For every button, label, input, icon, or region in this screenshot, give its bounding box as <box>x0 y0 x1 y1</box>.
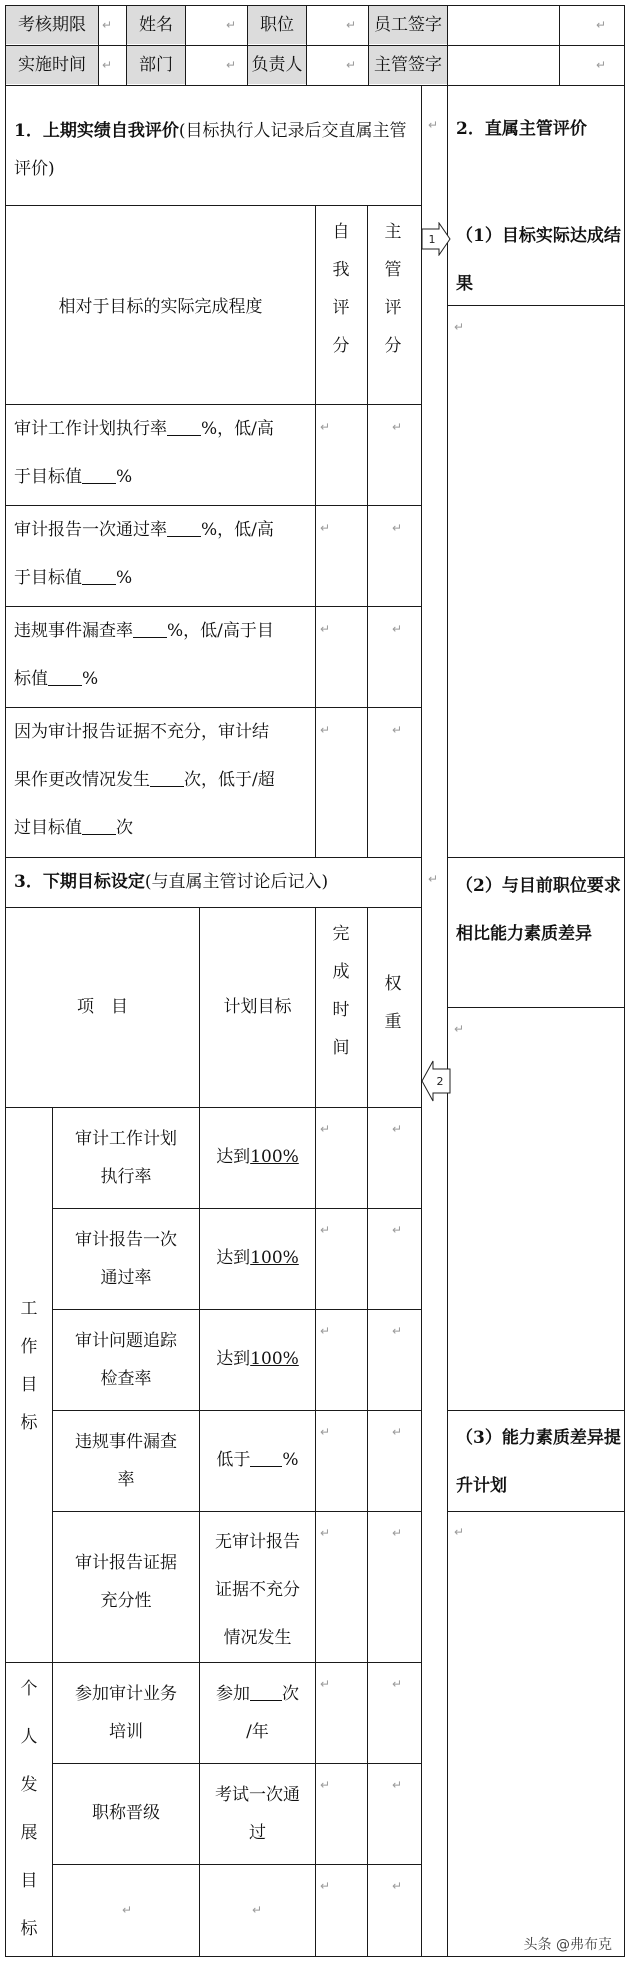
s1-row4-line2 <box>14 763 275 797</box>
section1-col-desc: 相对于目标的实际完成程度 <box>58 297 263 317</box>
paragraph-mark-icon: ↵ <box>392 1223 403 1237</box>
work-row1-item-l1: 审计工作计划 <box>75 1129 177 1149</box>
paragraph-mark-icon: ↵ <box>320 1324 331 1338</box>
paragraph-mark-icon: ↵ <box>346 58 357 72</box>
header-input-name[interactable] <box>186 6 247 45</box>
s1-row1-a: 审计工作计划执行率 <box>14 419 167 439</box>
s1-row3-line2 <box>14 662 98 696</box>
work-row5-item-l2: 充分性 <box>100 1591 152 1611</box>
work-row4-item-l1: 违规事件漏查 <box>75 1432 177 1452</box>
s1-row2-c: 于目标值 <box>14 568 82 588</box>
work-row1-plan-val: 100% <box>250 1147 299 1167</box>
work-row5-item <box>53 1544 199 1620</box>
dev-row3-item-cell[interactable] <box>53 1865 199 1956</box>
dev-row1-item-l2: 培训 <box>109 1722 143 1742</box>
dev-row3-plan-cell[interactable] <box>200 1865 315 1956</box>
work-row5-plan-l2: 证据不充分 <box>215 1580 300 1600</box>
s1-row3-a: 违规事件漏查率 <box>14 621 133 641</box>
group-dev-text: 个 人 发 展 目 标 <box>20 1679 38 1939</box>
arrow1-label: 1 <box>428 233 436 246</box>
section1-col-mgr-text: 主 管 评 分 <box>384 222 402 356</box>
work-row3-item-l2: 检查率 <box>100 1369 152 1389</box>
grid-line <box>559 5 560 85</box>
paragraph-mark-icon: ↵ <box>392 1122 403 1136</box>
header-input-department[interactable] <box>186 46 247 85</box>
paragraph-mark-icon: ↵ <box>226 58 237 72</box>
paragraph-mark-icon: ↵ <box>392 723 403 737</box>
section2-sub3: （3）能力素质差异提升计划 <box>456 1428 621 1496</box>
section1-note: (目标执行人记录后交直属主管评价) <box>14 121 407 179</box>
paragraph-mark-icon: ↵ <box>346 18 357 32</box>
s1-row1-d: % <box>116 467 133 487</box>
work-row3-plan-val: 100% <box>250 1349 299 1369</box>
grid-line <box>421 85 422 1957</box>
arrow-left-icon <box>421 1060 451 1102</box>
paragraph-mark-icon: ↵ <box>122 1903 133 1917</box>
s1-row4-e: 次 <box>116 818 133 838</box>
s1-row2-line1 <box>14 513 274 547</box>
paragraph-mark-icon: ↵ <box>392 521 403 535</box>
work-row4-plan-pre: 低于 <box>216 1450 251 1470</box>
blank-field[interactable] <box>250 1448 282 1467</box>
dev-row1-plan-pre: 参加 <box>216 1684 250 1704</box>
paragraph-mark-icon: ↵ <box>320 420 331 434</box>
blank-field[interactable] <box>150 768 184 787</box>
paragraph-mark-icon: ↵ <box>454 320 465 334</box>
s1-row3-d: % <box>82 669 99 689</box>
blank-field[interactable] <box>82 465 116 484</box>
section1-title: 1．上期实绩自我评价 <box>14 121 179 141</box>
dev-row1-plan <box>200 1675 315 1751</box>
grid-line <box>5 857 422 858</box>
section2-sub2: （2）与目前职位要求相比能力素质差异 <box>456 876 621 944</box>
section3-col-weight-text: 权 重 <box>384 974 402 1032</box>
grid-line <box>5 85 625 86</box>
s1-row2-d: % <box>116 568 133 588</box>
s1-row1-b: %，低/高 <box>201 419 274 439</box>
paragraph-mark-icon: ↵ <box>102 58 113 72</box>
work-row1-item-l2: 执行率 <box>100 1167 152 1187</box>
paragraph-mark-icon: ↵ <box>454 1525 465 1539</box>
work-row1-item <box>53 1120 199 1196</box>
dev-row1-item-l1: 参加审计业务 <box>75 1684 177 1704</box>
s1-row4-b: 果作更改情况发生 <box>14 770 150 790</box>
paragraph-mark-icon: ↵ <box>596 58 607 72</box>
work-row2-plan-pre: 达到 <box>216 1248 251 1268</box>
paragraph-mark-icon: ↵ <box>320 1526 331 1540</box>
blank-field[interactable] <box>82 816 116 835</box>
header-label-employee-sign: 员工签字 <box>374 15 442 35</box>
paragraph-mark-icon: ↵ <box>320 723 331 737</box>
section1-col-self <box>328 213 354 365</box>
work-row2-item-l1: 审计报告一次 <box>75 1230 177 1250</box>
s1-row2-b: %，低/高 <box>201 520 274 540</box>
section3-title: 3．下期目标设定 <box>14 872 145 892</box>
blank-field[interactable] <box>82 566 116 585</box>
header-label-manager-sign: 主管签字 <box>374 55 442 75</box>
work-row5-plan-l1: 无审计报告 <box>215 1532 300 1552</box>
header-label-department: 部门 <box>139 55 173 75</box>
paragraph-mark-icon: ↵ <box>596 18 607 32</box>
header-label-period: 考核期限 <box>18 15 86 35</box>
s1-row3-b: %，低/高于目 <box>167 621 274 641</box>
section3-col-time-text: 完 成 时 间 <box>332 924 350 1058</box>
section3-heading <box>14 865 328 899</box>
s1-row2-line2 <box>14 561 132 595</box>
paragraph-mark-icon: ↵ <box>320 1223 331 1237</box>
section3-col-time <box>328 915 354 1067</box>
paragraph-mark-icon: ↵ <box>392 1778 403 1792</box>
blank-field[interactable] <box>250 1682 282 1701</box>
paragraph-mark-icon: ↵ <box>392 1677 403 1691</box>
paragraph-mark-icon: ↵ <box>392 1879 403 1893</box>
dev-row1-item <box>53 1675 199 1751</box>
paragraph-mark-icon: ↵ <box>320 521 331 535</box>
grid-line <box>447 857 625 858</box>
dev-row2-item: 职称晋级 <box>92 1803 160 1823</box>
work-row4-plan <box>200 1443 315 1477</box>
section2-sub1: （1）目标实际达成结果 <box>456 226 621 294</box>
work-row3-plan <box>200 1342 315 1376</box>
paragraph-mark-icon: ↵ <box>320 1425 331 1439</box>
grid-line <box>447 1410 625 1411</box>
dev-row2-plan-l1: 考试一次通 <box>215 1785 300 1805</box>
blank-field[interactable] <box>48 667 82 686</box>
grid-line <box>5 907 422 908</box>
paragraph-mark-icon: ↵ <box>392 622 403 636</box>
work-row2-item-l2: 通过率 <box>100 1268 152 1288</box>
paragraph-mark-icon: ↵ <box>102 18 113 32</box>
header-input-position[interactable] <box>307 6 368 45</box>
work-row5-plan-l3: 情况发生 <box>223 1628 292 1648</box>
paragraph-mark-icon: ↵ <box>252 1903 263 1917</box>
work-row5-plan <box>200 1518 315 1662</box>
header-input-owner[interactable] <box>307 46 368 85</box>
section2-title: 2．直属主管评价 <box>456 119 587 139</box>
paragraph-mark-icon: ↵ <box>428 872 439 886</box>
watermark: 头条 @弗布克 <box>523 1937 612 1953</box>
work-row2-item <box>53 1221 199 1297</box>
s1-row4-c: 次，低于/超 <box>184 770 275 790</box>
group-work-label <box>16 1290 42 1442</box>
work-row5-item-l1: 审计报告证据 <box>75 1553 177 1573</box>
paragraph-mark-icon: ↵ <box>454 1022 465 1036</box>
dev-row2-plan-l2: 过 <box>249 1823 266 1843</box>
section1-heading <box>14 112 414 188</box>
paragraph-mark-icon: ↵ <box>320 1879 331 1893</box>
s1-row2-a: 审计报告一次通过率 <box>14 520 167 540</box>
section3-col-plan: 计划目标 <box>223 997 292 1017</box>
header-input-manager-sign[interactable] <box>448 46 559 85</box>
section3-note: (与直属主管讨论后记入) <box>144 872 329 892</box>
work-row1-plan-pre: 达到 <box>216 1147 251 1167</box>
section1-col-self-text: 自 我 评 分 <box>332 222 350 356</box>
section1-col-mgr <box>380 213 406 365</box>
s1-row4-line1: 因为审计报告证据不充分，审计结 <box>14 722 269 742</box>
header-label-implement-time: 实施时间 <box>18 55 86 75</box>
s1-row4-d: 过目标值 <box>14 818 82 838</box>
paragraph-mark-icon: ↵ <box>428 118 439 132</box>
s2-result-area[interactable] <box>448 306 624 857</box>
header-input-employee-sign[interactable] <box>448 6 559 45</box>
work-row3-plan-pre: 达到 <box>216 1349 251 1369</box>
group-work-text: 工 作 目 标 <box>20 1299 38 1433</box>
paragraph-mark-icon: ↵ <box>320 1677 331 1691</box>
s1-row3-line1 <box>14 614 274 648</box>
blank-field[interactable] <box>167 518 201 537</box>
s1-row1-line2 <box>14 460 132 494</box>
work-row2-plan-val: 100% <box>250 1248 299 1268</box>
s2-plan-area[interactable] <box>448 1512 624 1956</box>
paragraph-mark-icon: ↵ <box>392 420 403 434</box>
paragraph-mark-icon: ↵ <box>392 1526 403 1540</box>
group-dev-label <box>16 1665 42 1953</box>
paragraph-mark-icon: ↵ <box>320 1122 331 1136</box>
work-row1-plan <box>200 1140 315 1174</box>
arrow2-label: 2 <box>436 1075 444 1088</box>
blank-field[interactable] <box>167 417 201 436</box>
dev-row1-plan-l2: /年 <box>246 1722 269 1742</box>
section3-col-item: 项 目 <box>77 997 128 1017</box>
arrow-right-icon <box>421 222 451 256</box>
paragraph-mark-icon: ↵ <box>392 1324 403 1338</box>
blank-field[interactable] <box>133 619 167 638</box>
work-row4-item-l2: 率 <box>117 1470 135 1490</box>
work-row3-item <box>53 1322 199 1398</box>
paragraph-mark-icon: ↵ <box>226 18 237 32</box>
work-row3-item-l1: 审计问题追踪 <box>75 1331 177 1351</box>
work-row2-plan <box>200 1241 315 1275</box>
paragraph-mark-icon: ↵ <box>392 1425 403 1439</box>
s1-row3-c: 标值 <box>14 669 48 689</box>
s1-row4-line3 <box>14 811 133 845</box>
s2-gap-area[interactable] <box>448 1008 624 1410</box>
s1-row1-c: 于目标值 <box>14 467 82 487</box>
paragraph-mark-icon: ↵ <box>320 622 331 636</box>
grid-line <box>624 5 625 1957</box>
section3-col-weight <box>380 965 406 1041</box>
header-label-position: 职位 <box>260 15 294 35</box>
s1-row1-line1 <box>14 412 274 446</box>
grid-line <box>5 205 422 206</box>
paragraph-mark-icon: ↵ <box>320 1778 331 1792</box>
header-label-owner: 负责人 <box>251 55 303 75</box>
header-label-name: 姓名 <box>139 15 173 35</box>
work-row4-plan-val: % <box>282 1450 299 1470</box>
work-row4-item <box>53 1423 199 1499</box>
dev-row1-plan-unit: 次 <box>282 1684 299 1704</box>
dev-row2-plan <box>200 1776 315 1852</box>
